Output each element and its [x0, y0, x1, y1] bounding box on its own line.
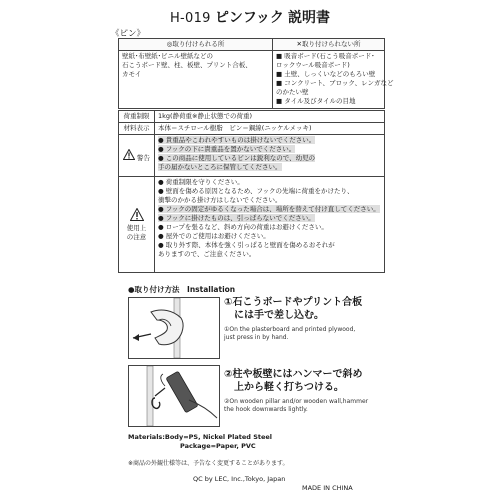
- step2-instruction-jp-2: 上から軽く打ちつける。: [224, 382, 344, 393]
- hammer-illustration: [129, 366, 219, 426]
- warning-list: [155, 135, 385, 177]
- step2-instruction-jp-1: ②柱や板壁にはハンマーで斜め: [224, 369, 363, 380]
- list-item: ■ 土壁、しっくいなどのもろい壁: [276, 70, 376, 78]
- list-item: ● フックの下に貴重品を置かないでください。: [158, 145, 296, 153]
- warning-icon: [123, 149, 135, 160]
- material-value: 本体＝スチロール樹脂 ピン＝鋼線(ニッケルメッキ): [155, 123, 385, 135]
- list-item: ■ タイル及びタイルの目地: [276, 97, 356, 105]
- cannot-mount-list: [273, 51, 394, 109]
- list-item: ● 取り外す際、本体を強く引っぱると壁面を傷めるおそれが: [158, 241, 335, 249]
- step1-instruction-jp-2: には手で差し込む。: [224, 310, 324, 321]
- list-item: 手の届かないところに保管してください。: [158, 163, 282, 171]
- usage-caution-label-2: の注意: [126, 232, 147, 241]
- mount-table: [118, 38, 394, 109]
- product-code: H-019: [169, 11, 211, 26]
- list-item: ● 貴重品やこわれやすいものは掛けないでください。: [158, 136, 316, 144]
- list-item: のかたい壁: [276, 88, 309, 96]
- list-item: 壁紙･布壁紙･ビニル壁紙などの: [122, 52, 213, 60]
- warning-label-cell: [119, 135, 155, 177]
- section-label: 《ピン》: [111, 29, 146, 39]
- materials-line-2: Package=Paper, PVC: [180, 442, 256, 450]
- can-mount-list: [119, 51, 273, 109]
- list-item: ● 壁面を傷める原因となるため、フックの先端に荷重をかけたり、: [158, 187, 354, 195]
- step1-text: [224, 296, 362, 342]
- material-label: 材料表示: [119, 123, 155, 135]
- list-item: 石こうボード壁、柱、板壁、プリント合板、: [122, 61, 252, 69]
- list-item: ● ロープを張るなど、斜め方向の荷重はお避けください。: [158, 223, 328, 231]
- step1-instruction-en-1: ①On the plasterboard and printed plywood,: [224, 326, 356, 333]
- document-title: [0, 7, 500, 27]
- warning-label: 警告: [137, 153, 151, 162]
- list-item: ● フックの固定がゆるくなった場合は、場所を替えて付け直してください。: [158, 205, 380, 213]
- step1-instruction-jp-1: ①石こうボードやプリント合板: [224, 297, 363, 308]
- materials-line-1: Materials:Body=PS, Nickel Plated Steel: [128, 433, 273, 441]
- usage-caution-label-cell: [119, 177, 155, 273]
- load-limit-label: 荷重制限: [119, 111, 155, 123]
- list-item: 衝撃のかかる掛け方はしないでください。: [158, 196, 282, 204]
- usage-caution-list: [155, 177, 385, 273]
- list-item: ロックウール吸音ボード): [276, 61, 350, 69]
- list-item: ■ 吸音ボード(石こう吸音ボード･: [276, 52, 375, 60]
- step1-illustration: [128, 297, 220, 359]
- list-item: ■ コンクリート、ブロック、レンガなど: [276, 79, 394, 87]
- manual-label: 説明書: [288, 10, 331, 26]
- list-item: ● 荷重制限を守りください。: [158, 178, 244, 186]
- load-limit-value: 1kg(静荷重※静止状態での荷重): [155, 111, 385, 123]
- spec-change-note: ※商品の外観仕様等は、予告なく変更することがあります。: [128, 460, 289, 467]
- step2-instruction-en-2: the hook downwards lightly.: [224, 406, 308, 413]
- specs-table: [118, 110, 385, 273]
- can-mount-header: ◎取り付けられる所: [119, 39, 273, 51]
- hand-press-illustration: [129, 298, 219, 358]
- step2-illustration: [128, 365, 220, 427]
- step2-text: [224, 368, 368, 414]
- materials-info: [128, 433, 272, 451]
- list-item: カモイ: [122, 70, 142, 78]
- list-item: ありますので、ご注意ください。: [158, 250, 256, 258]
- usage-caution-label-1: 使用上: [126, 223, 147, 232]
- cannot-mount-header: ✕取り付けられない所: [273, 39, 385, 51]
- step1-instruction-en-2: just press in by hand.: [224, 334, 289, 341]
- qc-credit: QC by LEC, Inc.,Tokyo, Japan: [193, 475, 286, 483]
- product-name: ピンフック: [214, 10, 284, 26]
- list-item: ● フックに掛けたものは、引っぱらないでください。: [158, 214, 315, 222]
- installation-title: ●取り付け方法 Installation: [128, 285, 236, 294]
- step2-instruction-en-1: ②On wooden pillar and/or wooden wall,hammer: [224, 398, 369, 405]
- warning-icon: [130, 208, 144, 221]
- list-item: ● この商品に使用しているピンは鋭利なので、幼児の: [158, 154, 316, 162]
- made-in-label: MADE IN CHINA: [302, 484, 353, 492]
- list-item: ● 屋外でのご使用はお避けください。: [158, 232, 270, 240]
